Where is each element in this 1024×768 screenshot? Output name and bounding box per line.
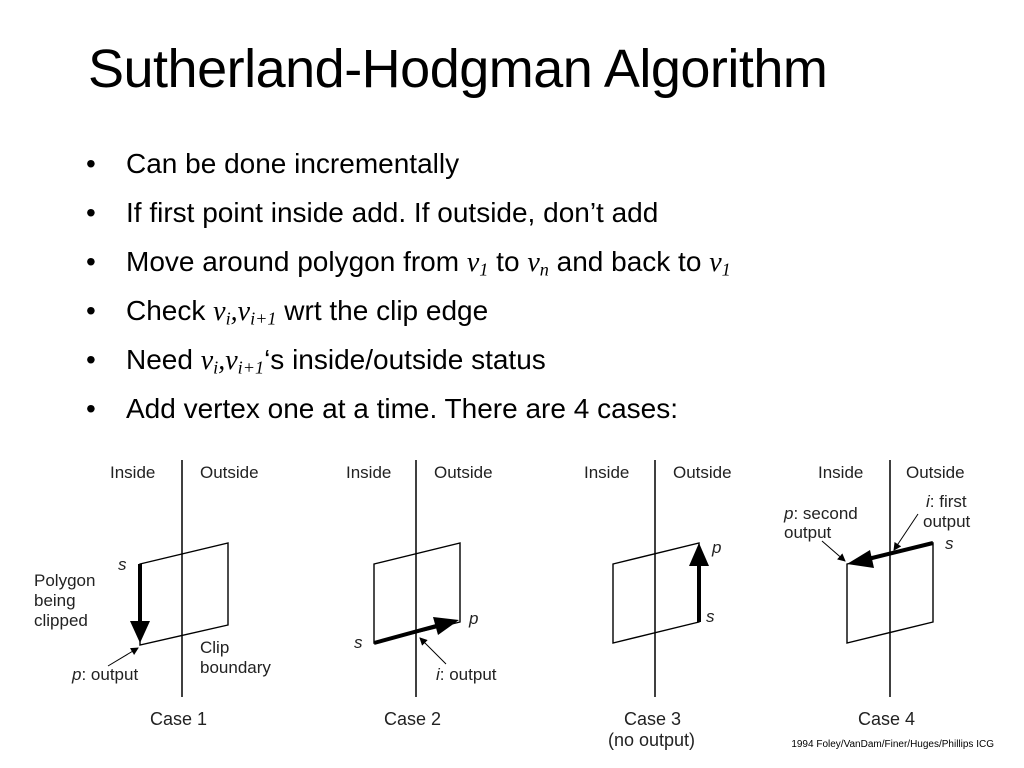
- outside-label: Outside: [434, 463, 493, 482]
- four-cases-figure: [0, 440, 1024, 760]
- bullet-item: [86, 338, 731, 387]
- clip-boundary-label: Clip: [200, 638, 230, 657]
- outside-label: Outside: [673, 463, 732, 482]
- bullet-item: [86, 387, 731, 436]
- inside-label: Inside: [110, 463, 156, 482]
- polygon-label-line: being: [34, 591, 76, 610]
- p-label: p: [469, 609, 479, 628]
- case-4-diagram: [783, 460, 971, 729]
- s-label: s: [354, 633, 363, 652]
- case-caption: Case 2: [384, 709, 442, 729]
- arrow-head: [130, 621, 150, 643]
- vertex-var: $v_1$: [466, 247, 489, 280]
- polygon-outline: [140, 543, 228, 645]
- s-label: s: [706, 607, 715, 626]
- bullet-text: wrt the clip edge: [276, 295, 489, 326]
- bullet-dot: •: [86, 148, 96, 179]
- vertex-var: $v_1$: [709, 247, 731, 280]
- bullet-text: Move around polygon from: [126, 246, 467, 277]
- case-caption-note: (no output): [608, 730, 696, 750]
- outside-label: Outside: [906, 463, 965, 482]
- i-first-output-label: i: first: [926, 492, 967, 511]
- p-output-label: p: output: [72, 665, 139, 684]
- clip-boundary-label: boundary: [200, 658, 271, 677]
- bullet-item: [86, 289, 731, 338]
- output-pointer: [108, 648, 138, 666]
- s-label: s: [945, 534, 954, 553]
- p-label: p: [712, 538, 722, 557]
- bullet-text: Can be done incrementally: [126, 148, 460, 179]
- arrow-head: [847, 550, 874, 568]
- first-output-pointer: [894, 514, 918, 550]
- bullet-dot: •: [86, 393, 96, 424]
- p-second-output-label-line2: output: [784, 523, 832, 542]
- edge-s-to-p: [868, 543, 933, 559]
- i-output-label: i: output: [436, 665, 497, 684]
- case-caption: Case 3: [624, 709, 682, 729]
- edge-s-to-p: [374, 626, 436, 643]
- vertex-var: $v_n$: [527, 247, 549, 280]
- bullet-text: ‘s inside/outside status: [264, 344, 546, 375]
- case-1-diagram: [34, 460, 271, 729]
- bullet-item: [86, 142, 731, 191]
- bullet-dot: •: [86, 246, 96, 277]
- bullet-text: Need: [126, 344, 201, 375]
- arrow-head: [689, 543, 709, 566]
- bullet-dot: •: [86, 197, 96, 228]
- bullet-dot: •: [86, 295, 96, 326]
- bullet-text: If first point inside add. If outside, don’t add: [126, 197, 659, 228]
- inside-label: Inside: [584, 463, 630, 482]
- vertex-var: $v_i,v_{i+1}$: [200, 345, 265, 378]
- arrow-head: [433, 617, 459, 635]
- polygon-label-line: Polygon: [34, 571, 96, 590]
- bullet-text: Add vertex one at a time. There are 4 cases:: [126, 393, 679, 424]
- outside-label: Outside: [200, 463, 259, 482]
- slide-title: Sutherland-Hodgman Algorithm: [88, 39, 828, 99]
- bullet-list: [86, 142, 731, 436]
- bullet-item: [86, 191, 731, 240]
- bullet-item: [86, 240, 731, 289]
- vertex-var: $v_i,v_{i+1}$: [213, 296, 277, 329]
- p-second-output-label: p: second: [784, 504, 858, 523]
- case-caption: Case 1: [150, 709, 208, 729]
- polygon-label-line: clipped: [34, 611, 88, 630]
- bullet-dot: •: [86, 344, 96, 375]
- bullet-text: to: [488, 246, 528, 277]
- case-3-diagram: [584, 460, 732, 750]
- bullet-text: Check: [126, 295, 214, 326]
- inside-label: Inside: [818, 463, 864, 482]
- case-2-diagram: [346, 460, 497, 729]
- credit-line: 1994 Foley/VanDam/Finer/Huges/Phillips ICG: [791, 739, 994, 750]
- inside-label: Inside: [346, 463, 392, 482]
- polygon-outline: [613, 543, 699, 643]
- i-first-output-label-line2: output: [923, 512, 971, 531]
- second-output-pointer: [822, 541, 845, 561]
- output-pointer: [420, 638, 446, 664]
- bullet-text: and back to: [548, 246, 710, 277]
- s-label: s: [118, 555, 127, 574]
- case-caption: Case 4: [858, 709, 916, 729]
